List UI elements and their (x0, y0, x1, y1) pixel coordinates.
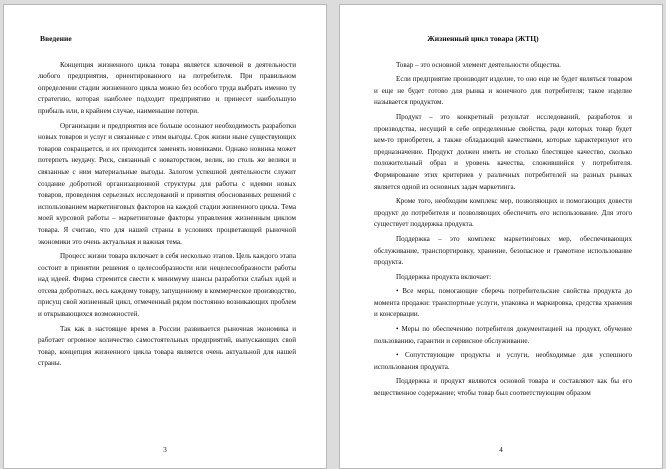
bullet-item: • Сопутствующие продукты и услуги, необходимые для успешного использования продукта. (374, 351, 632, 371)
bullet-item: • Все меры, помогающие сберечь потребительские свойства продукта до момента продажи: транспортные услуги, упаковка и маркировка, средства хранения и консервации. (374, 287, 632, 319)
paragraph: Если предприятие производит изделие, то оно еще не будет являться товаром и еще не будет готово для рынка и конечного для потребителя; такое изделие называется продуктом. (374, 75, 632, 107)
paragraph: Поддержка – это комплекс маркетинговых мер, обеспечивающих обслуживание, транспортировку, хранение, безопасное и грамотное использование продукта. (374, 234, 632, 267)
paragraph: Поддержка продукта включает: (396, 272, 492, 281)
paragraph: Концепция жизненного цикла товара является ключевой в деятельности любого предприятия, ориентированного на потребителя. При правильном определении стадии жизненного цикла можно без особого труда выбрать именно ту стратегию, которая наиболее подходит предприятию и принесет наибольшую прибыль или, в крайнем случае, наименьшие потери. (38, 60, 296, 115)
paragraph: Продукт – это конкретный результат исследований, разработок и производства, несущий в себе определенные свойства, ради которых товар будет кем-то приобретен, а также обладающий качествами, которые характеризуют его предназначение. Продукт должен иметь не столько блестящее качество, сколько положительный образ и уровень качества, сложившийся у потребителя. Формирование этих критериев у различных потребителей на разных рынках является одной из основных задач маркетинга. (374, 112, 632, 191)
paragraph: Товар – это основной элемент деятельности общества. (396, 60, 561, 69)
document-page-right (339, 4, 663, 469)
document-page-left (3, 4, 327, 469)
paragraph: Кроме того, необходим комплекс мер, позволяющих и помогающих довести продукт до потребителя и позволяющих обеспечить его использование. Для этого существует поддержка продукта. (374, 197, 632, 229)
page-number: 4 (499, 446, 503, 454)
page-content (374, 33, 632, 403)
bullet-item: • Меры по обеспечению потребителя документацией на продукт, обучение пользованию, гарантии и сервисное обслуживание. (374, 325, 632, 345)
paragraph: Поддержка и продукт являются основой товара и составляют как бы его вещественное содержание; чтобы товар был соответствующим образом (374, 377, 632, 398)
paragraph: Так как в настоящее время в России развивается рыночная экономика и работает огромное количество самостоятельных предприятий, выпускающих свой товар, концепция жизненного цикла товара является очень актуальной для нашей страны. (38, 324, 296, 368)
paragraph: Процесс жизни товара включает в себя несколько этапов. Цель каждого этапа состоит в принятии решения о целесообразности или нецелесообразности работы над идеей. Фирма стремится свести к минимуму шансы разработки слабых идей и отсева добротных, весь каждому товару, запущенному в коммерческое производство, присущ свой жизненный цикл, отмеченный рядом постоянно возникающих проблем и открывающихся возможностей. (38, 252, 296, 319)
page-heading: Жизненный цикл товара (ЖТЦ) (427, 34, 539, 43)
page-number: 3 (163, 446, 167, 454)
paragraph: Организации и предприятия все больше осознают необходимость разработки новых товаров и услуг и связанные с этим выгоды. Срок жизни ныне существующих товаров сокращается, и их приходится заменять новинками. Однако новинка может потерпеть неудачу. Риск, связанный с новаторством, велик, но столь же велики и связанные с ним материальные выгоды. Залогом успешной деятельности служит создание добротной организационной структуры для работы с идеями новых товаров, проведения серьезных исследований и принятия обоснованных решений с использованием маркетинговых факторов на каждой стадии жизненного цикла. Тема моей курсовой работы – маркетинговые факторы управления жизненным циклом товара. Я считаю, что для нашей страны в условиях процветающей рыночной экономики это очень актуальная и важная тема. (38, 121, 296, 246)
page-heading: Введение (40, 34, 72, 43)
page-content (38, 33, 296, 373)
